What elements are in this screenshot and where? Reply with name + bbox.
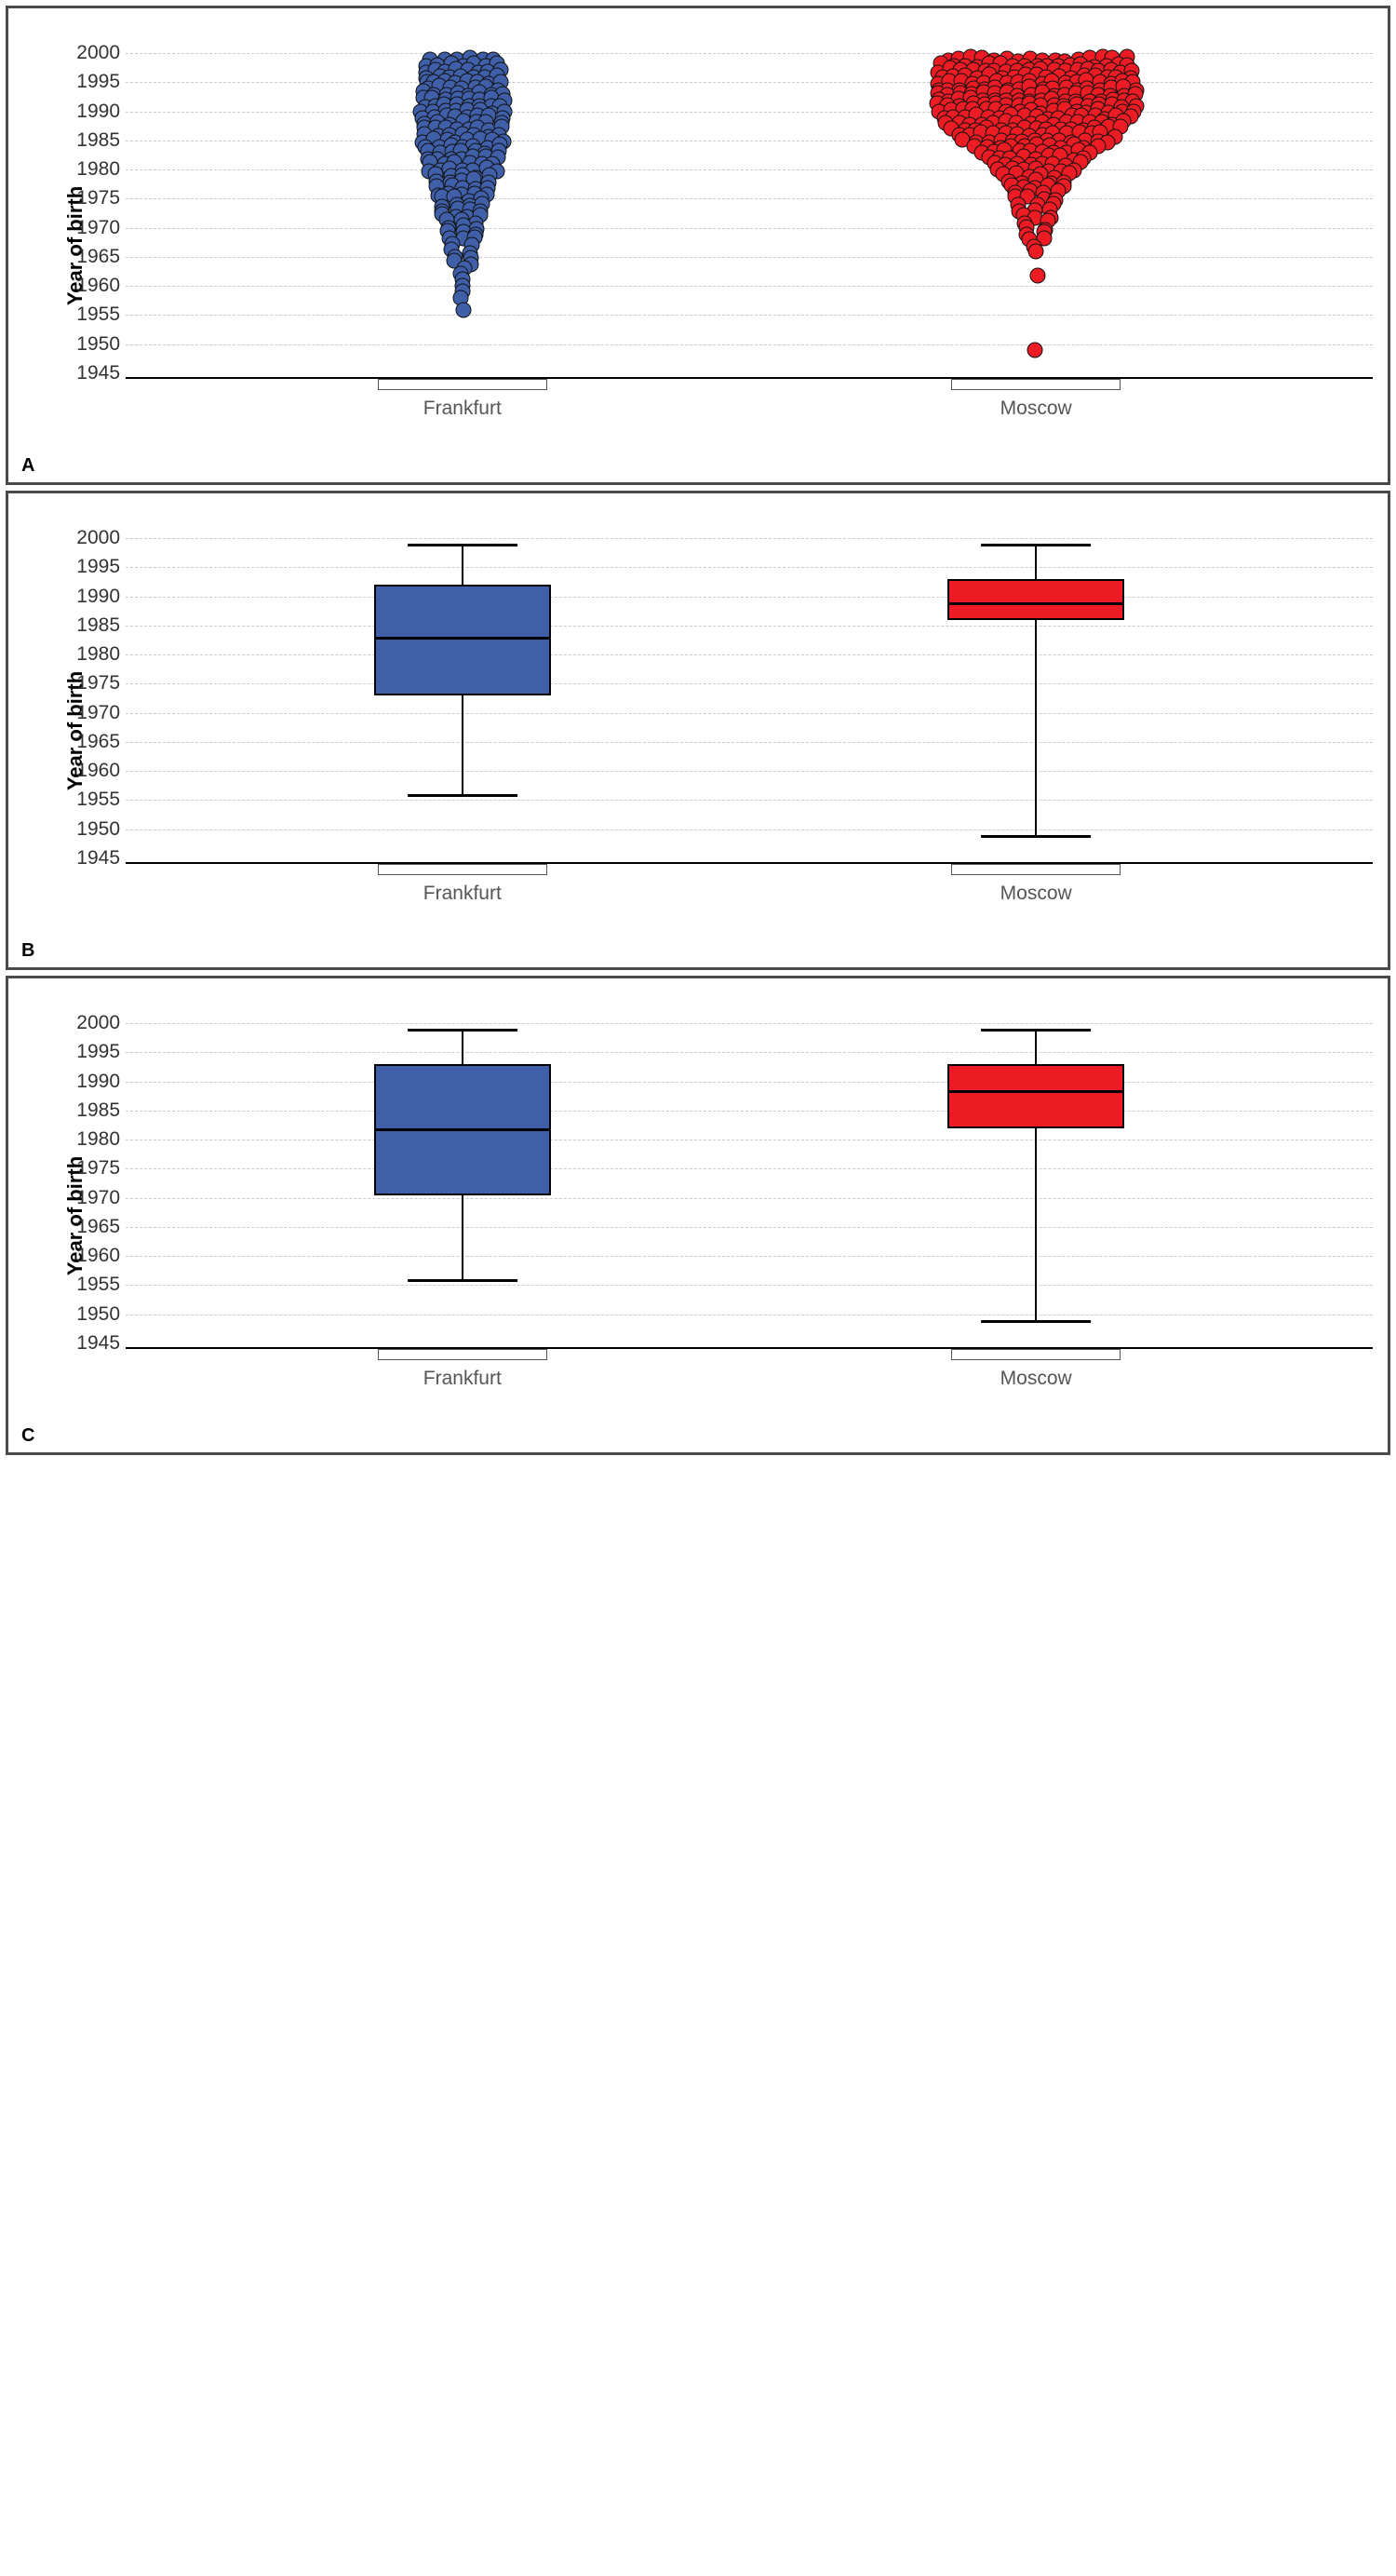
y-tick-label: 1975 [76,187,120,209]
panel-a-y-axis-label: Year of birth [63,185,87,305]
box-iqr [374,585,551,695]
x-axis-line [126,862,1373,864]
whisker-upper [1035,1029,1037,1064]
whisker-cap-lower [408,1279,517,1282]
panel-b-y-axis-label: Year of birth [63,670,87,790]
whisker-upper [462,544,463,585]
y-tick-label: 1955 [76,303,120,326]
gridline [126,1198,1373,1199]
category-label-frankfurt: Frankfurt [423,398,502,420]
panel-b-y-tick-labels [49,493,120,967]
gridline [126,257,1373,258]
gridline [126,742,1373,743]
whisker-cap-upper [981,544,1091,546]
gridline [126,169,1373,170]
gridline [126,1082,1373,1083]
whisker-cap-lower [981,1320,1091,1323]
gridline [126,538,1373,539]
y-tick-label: 1985 [76,1099,120,1121]
y-tick-label: 1990 [76,585,120,607]
panel-b-plot-area [126,493,1373,967]
category-bracket [951,379,1121,390]
y-tick-label: 1950 [76,817,120,840]
category-bracket [951,1349,1121,1360]
whisker-upper [462,1029,463,1064]
category-label-moscow: Moscow [1000,1368,1072,1390]
figure-page [0,6,1396,2576]
gridline [126,315,1373,316]
y-tick-label: 1965 [76,245,120,267]
gridline [126,1052,1373,1053]
whisker-lower [1035,620,1037,835]
gridline [126,597,1373,598]
panel-c [6,976,1390,1455]
y-tick-label: 1960 [76,275,120,297]
gridline [126,198,1373,199]
panel-a-letter: A [21,455,35,476]
y-tick-label: 1985 [76,614,120,636]
category-label-frankfurt: Frankfurt [423,1368,502,1390]
panel-b [6,491,1390,970]
y-tick-label: 1985 [76,128,120,151]
y-tick-label: 2000 [76,527,120,548]
gridline [126,713,1373,714]
y-tick-label: 1990 [76,1070,120,1092]
y-tick-label: 1980 [76,643,120,666]
data-point [1027,343,1042,358]
y-tick-label: 1965 [76,1215,120,1237]
gridline [126,771,1373,772]
whisker-cap-upper [981,1029,1091,1032]
y-tick-label: 1950 [76,332,120,355]
y-tick-label: 1980 [76,1128,120,1151]
category-bracket [378,379,547,390]
whisker-upper [1035,544,1037,579]
y-tick-label: 1995 [76,556,120,578]
panel-c-letter: C [21,1425,35,1446]
gridline [126,1285,1373,1286]
whisker-cap-upper [408,544,517,546]
category-label-frankfurt: Frankfurt [423,883,502,905]
panel-a-plot-area [126,8,1373,482]
whisker-lower [462,1195,463,1280]
panel-b-letter: B [21,940,35,961]
y-tick-label: 1960 [76,760,120,782]
panel-c-y-tick-labels [49,978,120,1452]
gridline [126,112,1373,113]
y-tick-label: 1995 [76,1041,120,1063]
gridline [126,683,1373,684]
y-tick-label: 1955 [76,1274,120,1296]
gridline [126,1227,1373,1228]
whisker-cap-upper [408,1029,517,1032]
gridline [126,53,1373,54]
median-line [374,1128,551,1131]
panel-c-plot-area [126,978,1373,1452]
gridline [126,1111,1373,1112]
box-iqr [947,579,1124,620]
category-bracket [378,1349,547,1360]
y-tick-label: 1950 [76,1302,120,1325]
y-tick-label: 1955 [76,789,120,811]
gridline [126,829,1373,830]
whisker-lower [1035,1128,1037,1320]
gridline [126,141,1373,142]
gridline [126,626,1373,627]
x-axis-line [126,377,1373,379]
gridline [126,1256,1373,1257]
box-iqr [947,1064,1124,1128]
panel-c-y-axis-label: Year of birth [63,1155,87,1275]
gridline [126,228,1373,229]
gridline [126,800,1373,801]
gridline [126,286,1373,287]
y-tick-label: 1995 [76,71,120,93]
y-tick-label: 1990 [76,100,120,122]
y-tick-label: 1965 [76,730,120,752]
median-line [374,637,551,640]
y-tick-label: 1960 [76,1245,120,1267]
y-tick-label: 2000 [76,42,120,63]
gridline [126,1023,1373,1024]
gridline [126,567,1373,568]
category-label-moscow: Moscow [1000,883,1072,905]
y-tick-label: 1970 [76,701,120,723]
y-tick-label: 1970 [76,1186,120,1208]
category-bracket [951,864,1121,875]
panel-a [6,6,1390,485]
y-tick-label: 1975 [76,672,120,695]
gridline [126,344,1373,345]
whisker-cap-lower [408,794,517,797]
whisker-lower [462,695,463,794]
median-line [947,1090,1124,1093]
data-point [1028,244,1044,260]
median-line [947,602,1124,605]
y-tick-label: 1970 [76,216,120,238]
y-tick-label: 1945 [76,362,120,384]
gridline [126,654,1373,655]
category-bracket [378,864,547,875]
y-tick-label: 1945 [76,1332,120,1354]
y-tick-label: 1975 [76,1157,120,1180]
data-point [456,302,472,317]
gridline [126,1168,1373,1169]
x-axis-line [126,1347,1373,1349]
category-label-moscow: Moscow [1000,398,1072,420]
panel-a-y-tick-labels [49,8,120,482]
y-tick-label: 1945 [76,847,120,869]
data-point [1029,268,1045,284]
y-tick-label: 2000 [76,1012,120,1033]
y-tick-label: 1980 [76,158,120,181]
gridline [126,82,1373,83]
whisker-cap-lower [981,835,1091,838]
